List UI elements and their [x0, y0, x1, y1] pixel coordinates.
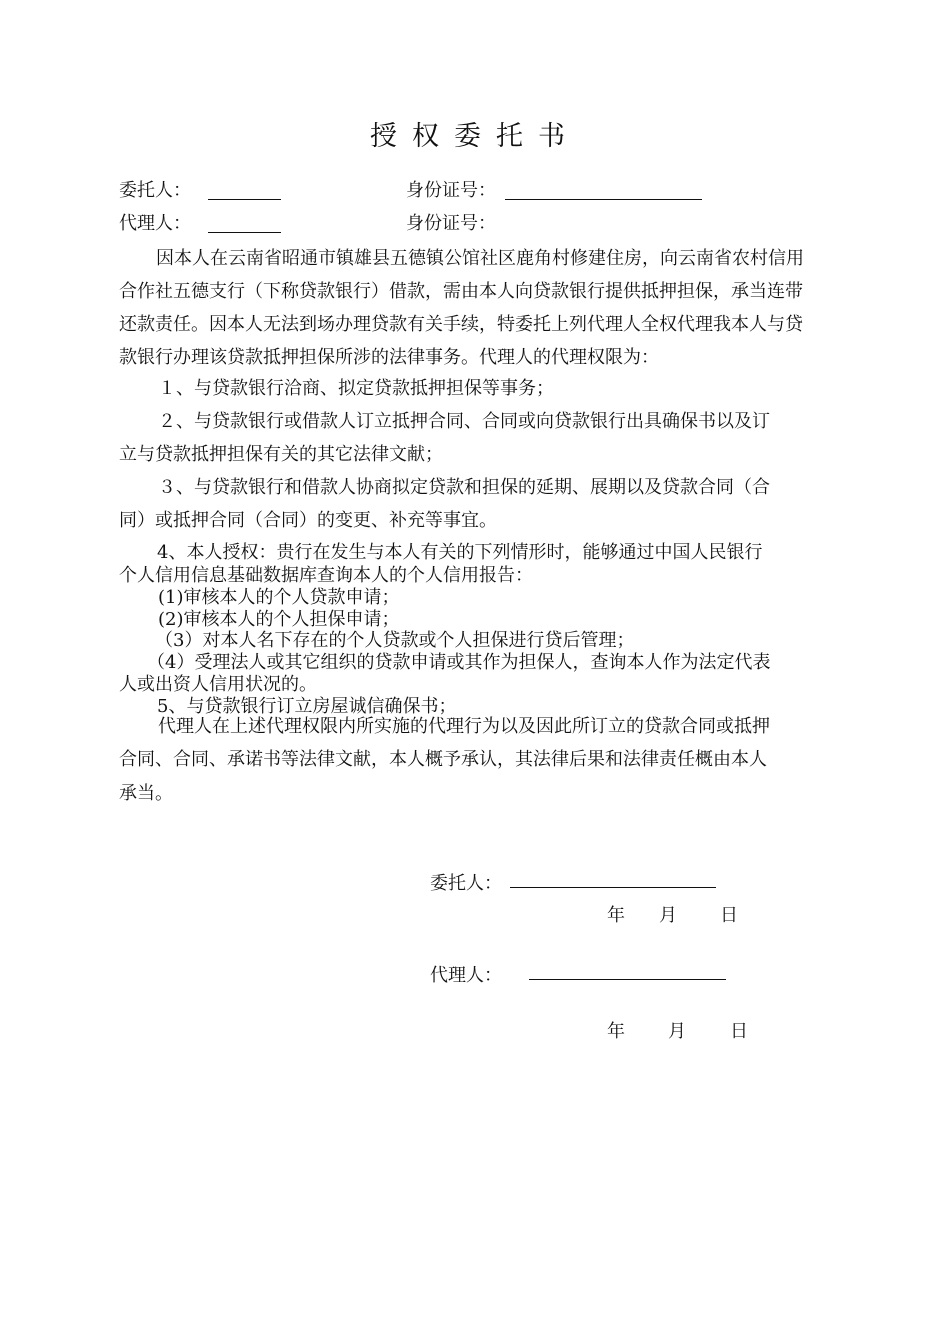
- document-title: 授权委托书: [370, 121, 580, 152]
- intro-line-3: 还款责任。因本人无法到场办理贷款有关手续，特委托上列代理人全权代理我本人与贷: [119, 314, 803, 335]
- intro-line-1: 因本人在云南省昭通市镇雄县五德镇公馆社区鹿角村修建住房，向云南省农村信用: [156, 248, 804, 269]
- closing-line-3: 承当。: [119, 783, 173, 804]
- item-4-line-2: 个人信用信息基础数据库查询本人的个人信用报告：: [119, 565, 533, 586]
- agent-id-label: 身份证号：: [406, 213, 496, 234]
- sign-agent-month: 月: [668, 1021, 686, 1042]
- sign-principal-underline: [510, 887, 716, 888]
- principal-label: 委托人：: [119, 180, 191, 201]
- sign-agent-label: 代理人：: [430, 965, 502, 986]
- agent-label: 代理人：: [119, 213, 191, 234]
- item-3-line-1: ３、与贷款银行和借款人协商拟定贷款和担保的延期、展期以及贷款合同（合: [158, 477, 770, 498]
- item-1: １、与贷款银行洽商、拟定贷款抵押担保等事务；: [158, 378, 554, 399]
- principal-id-label: 身份证号：: [406, 180, 496, 201]
- item-2-line-1: ２、与贷款银行或借款人订立抵押合同、合同或向贷款银行出具确保书以及订: [158, 411, 770, 432]
- closing-line-2: 合同、合同、承诺书等法律文献，本人概予承认，其法律后果和法律责任概由本人: [119, 749, 767, 770]
- principal-name-underline: [208, 199, 281, 200]
- sub-item-2: (2)审核本人的个人担保申请；: [158, 609, 400, 630]
- sub-item-3: （3）对本人名下存在的个人贷款或个人担保进行贷后管理；: [155, 630, 635, 651]
- sign-principal-month: 月: [659, 905, 677, 926]
- item-5: 5、与贷款银行订立房屋诚信确保书；: [157, 696, 457, 717]
- sign-agent-year: 年: [607, 1021, 625, 1042]
- intro-line-2: 合作社五德支行（下称贷款银行）借款，需由本人向贷款银行提供抵押担保，承当连带: [119, 281, 803, 302]
- item-3-line-2: 同）或抵押合同（合同）的变更、补充等事宜。: [119, 510, 497, 531]
- sub-item-4: （4）受理法人或其它组织的贷款申请或其作为担保人，查询本人作为法定代表: [147, 652, 771, 673]
- sign-principal-label: 委托人：: [430, 873, 502, 894]
- closing-line-1: 代理人在上述代理权限内所实施的代理行为以及因此所订立的贷款合同或抵押: [158, 716, 770, 737]
- intro-line-4: 款银行办理该贷款抵押担保所涉的法律事务。代理人的代理权限为：: [119, 347, 659, 368]
- agent-name-underline: [208, 232, 281, 233]
- principal-id-underline: [505, 199, 702, 200]
- sub-item-1: (1)审核本人的个人贷款申请；: [158, 587, 400, 608]
- sign-principal-year: 年: [607, 905, 625, 926]
- sub-item-4-cont: 人或出资人信用状况的。: [119, 674, 317, 695]
- item-4-line-1: 4、本人授权：贵行在发生与本人有关的下列情形时，能够通过中国人民银行: [157, 542, 763, 563]
- sign-agent-underline: [529, 979, 726, 980]
- sign-principal-day: 日: [720, 905, 738, 926]
- item-2-line-2: 立与贷款抵押担保有关的其它法律文献；: [119, 444, 443, 465]
- sign-agent-day: 日: [730, 1021, 748, 1042]
